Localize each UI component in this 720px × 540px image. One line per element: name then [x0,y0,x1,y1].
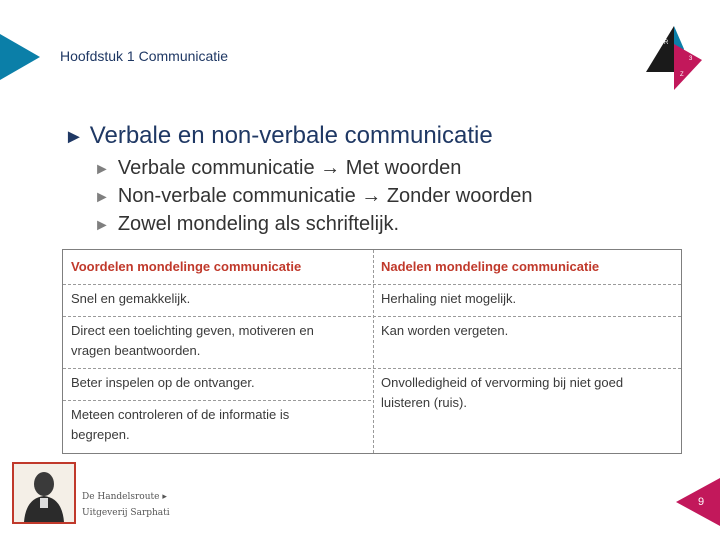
bullet-arrow-icon: ► [94,161,110,178]
table-row-divider [63,368,681,369]
table-cell: Snel en gemakkelijk. [71,291,191,306]
brand-letter-r: R [664,40,669,46]
table-cell: Beter inspelen op de ontvanger. [71,375,255,390]
brand-letter-z: Z [680,72,684,78]
brand-letter-3: 3 [689,56,693,62]
bullet-arrow-icon: ► [94,217,110,234]
table-header-disadvantages: Nadelen mondelinge communicatie [381,259,600,274]
table-cell: Meteen controleren of de informatie is begrepen. [71,407,290,442]
table-column-divider [373,250,374,453]
publisher-portrait-logo [12,462,76,524]
slide-title-text: Verbale en non-verbale communicatie [89,122,493,149]
brand-mark-icon [644,24,704,92]
table-row-divider [63,284,681,285]
table-row-divider [63,400,371,401]
bullet-text: Zowel mondeling als schriftelijk. [117,213,400,235]
comparison-table [62,249,682,454]
bullet-text: Non-verbale communicatie → Zonder woorden [117,185,533,207]
chapter-title: Hoofdstuk 1 Communicatie [60,48,229,64]
publisher-name: De Handelsroute ▸ [82,492,167,502]
table-cell: Onvolledigheid of vervorming bij niet goed luisteren (ruis). [381,375,624,410]
bullet-item [94,157,461,180]
table-row-divider [63,316,681,317]
title-bullet-icon: ► [64,126,84,148]
table-cell: Herhaling niet mogelijk. [381,291,517,306]
slide-title [64,122,493,150]
bullet-item [94,185,532,208]
bullet-arrow-icon: ► [94,189,110,206]
teal-arrow-decoration [0,32,42,82]
bullet-text: Verbale communicatie → Met woorden [117,157,462,179]
table-cell: Kan worden vergeten. [381,323,509,338]
table-cell: Direct een toelichting geven, motiveren en vragen beantwoorden. [71,323,314,358]
publisher-imprint: Uitgeverij Sarphati [82,508,170,518]
portrait-icon [14,464,74,522]
table-header-advantages: Voordelen mondelinge communicatie [71,259,302,274]
page-number: 9 [697,496,705,508]
bullet-item [94,213,399,236]
